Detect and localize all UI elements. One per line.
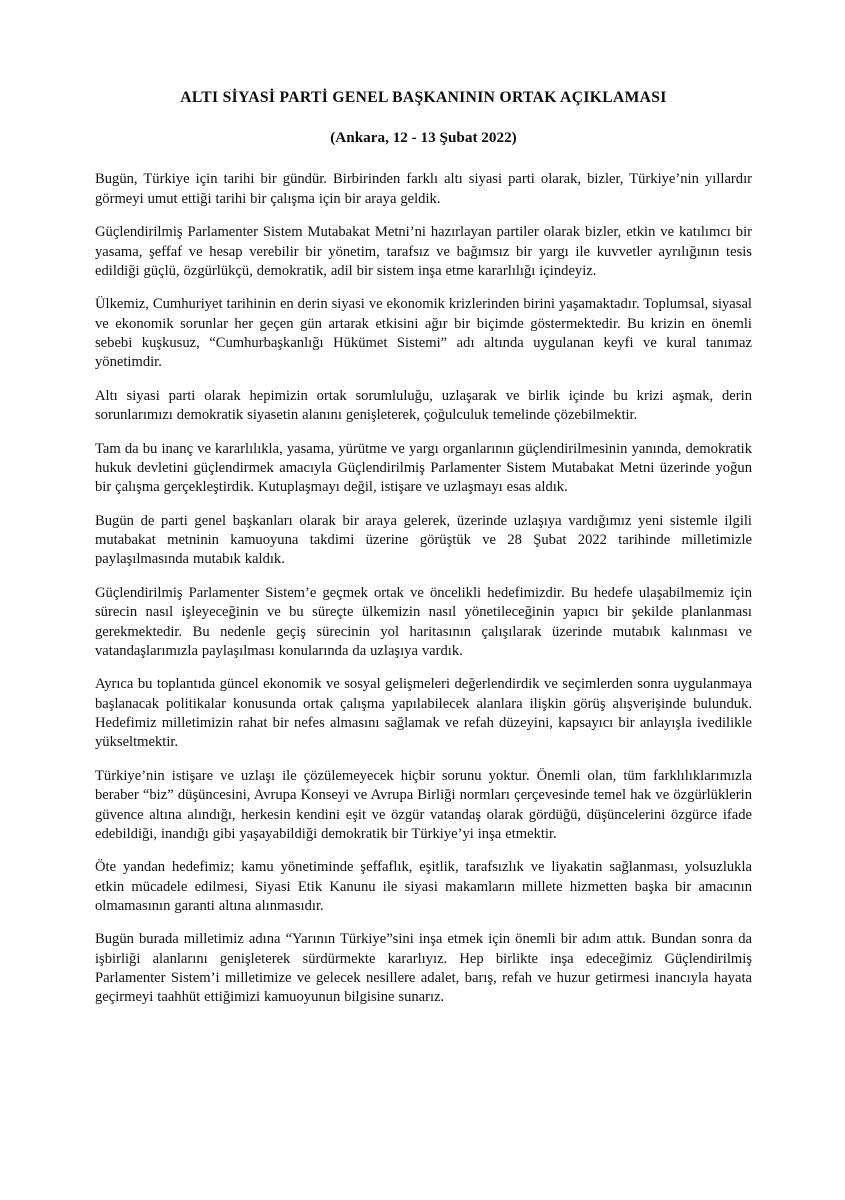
paragraph: Bugün de parti genel başkanları olarak bir araya gelerek, üzerinde uzlaşıya vardığımız yeni sistemle ilgili mutabakat metninin kamuoyuna takdimi üzerine görüştük ve 28 Şubat 2022 tarihinde milletimizle paylaşılmasında mutabık kaldık. (95, 512, 752, 568)
paragraph: Öte yandan hedefimiz; kamu yönetiminde şeffaflık, eşitlik, tarafsızlık ve liyakatin sağlanması, yolsuzlukla etkin mücadele edilmesi, Siyasi Etik Kanunu ile siyasi makamların millete hizmetten başka bir amacının olmamasının garanti altına alınmasıdır. (95, 859, 752, 914)
paragraph: Güçlendirilmiş Parlamenter Sistem Mutabakat Metni’ni hazırlayan partiler olarak bizler, etkin ve katılımcı bir yasama, şeffaf ve hesap verebilir bir yönetim, tarafsız ve bağımsız bir yargı ile kuvvetler ayrılığının tesis edildiği güçlü, özgürlükçü, demokratik, adil bir sistem inşa etme kararlılığı içindeyiz. (95, 224, 752, 279)
paragraph: Bugün burada milletimiz adına “Yarının Türkiye”sini inşa etmek için önemli bir adım attık. Bundan sonra da işbirliği alanlarını genişleterek sürdürmekte kararlıyız. Hep birlikte inşa edeceğimiz Güçlendirilmiş Parlamenter Sistem’i milletimize ve gelecek nesillere adalet, barış, refah ve huzur getirmesi inancıyla hayata geçirmeyi taahhüt ettiğimizi kamuoyunun bilgisine sunarız. (95, 931, 752, 1006)
paragraph: Ayrıca bu toplantıda güncel ekonomik ve sosyal gelişmeleri değerlendirdik ve seçimlerden sonra uygulanmaya başlanacak politikalar konusunda ortak çalışma yapılabilecek alanlara ilişkin görüş alışverişinde bulunduk. Hedefimiz milletimizin rahat bir nefes almasını sağlamak ve refah düzeyini, kapsayıcı bir anlayışla ivedilikle yükseltmektir. (95, 676, 752, 751)
document-content (95, 88, 752, 1008)
paragraph: Tam da bu inanç ve kararlılıkla, yasama, yürütme ve yargı organlarının güçlendirilmesinin yanında, demokratik hukuk devletini güçlendirmek amacıyla Güçlendirilmiş Parlamenter Sistem Mutabakat Metni üzerinde yoğun bir çalışma gerçekleştirdik. Kutuplaşmayı değil, istişare ve uzlaşmayı esas aldık. (95, 440, 752, 496)
paragraph: Ülkemiz, Cumhuriyet tarihinin en derin siyasi ve ekonomik krizlerinden birini yaşamaktadır. Toplumsal, siyasal ve ekonomik sorunlar her geçen gün artarak etkisini ağır bir biçimde göstermektedir. Bu krizin en önemli sebebi kuşkusuz, “Cumhurbaşkanlığı Hükümet Sistemi” adı altında uygulanan keyfi ve kural tanımaz yönetimdir. (95, 296, 752, 371)
paragraph: Güçlendirilmiş Parlamenter Sistem’e geçmek ortak ve öncelikli hedefimizdir. Bu hedefe ulaşabilmemiz için sürecin nasıl işleyeceğinin ve bu süreçte ülkemizin nasıl yönetileceğinin yapıcı bir şekilde planlanması gerekmektedir. Bu nedenle geçiş sürecinin yol haritasının çalışılarak üzerinde mutabık kalınması ve vatandaşlarımızla paylaşılması konularında da uzlaşıya vardık. (95, 584, 752, 659)
paragraph: Bugün, Türkiye için tarihi bir gündür. Birbirinden farklı altı siyasi parti olarak, bizler, Türkiye’nin yıllardır görmeyi umut ettiği tarihi bir çalışma için bir araya geldik. (95, 171, 752, 207)
paragraph: Altı siyasi parti olarak hepimizin ortak sorumluluğu, uzlaşarak ve birlik içinde bu krizi aşmak, derin sorunlarımızı demokratik siyasetin alanını genişleterek, çoğulculuk temelinde çözebilmektir. (95, 387, 752, 424)
paragraph: Türkiye’nin istişare ve uzlaşı ile çözülemeyecek hiçbir sorunu yoktur. Önemli olan, tüm farklılıklarımızla beraber “biz” düşüncesini, Avrupa Konseyi ve Avrupa Birliği normları çerçevesinde temel hak ve özgürlüklerin güvence altına alındığı, herkesin kendini eşit ve özgür vatandaş olarak gördüğü, düşüncelerini özgürce ifade edebildiği, inandığı gibi yaşayabildiği demokratik bir Türkiye’yi inşa etmektir. (95, 767, 752, 842)
document-body (95, 170, 752, 1007)
document-subtitle: (Ankara, 12 - 13 Şubat 2022) (330, 129, 517, 147)
page-title: ALTI SİYASİ PARTİ GENEL BAŞKANININ ORTAK AÇIKLAMASI (180, 89, 667, 106)
